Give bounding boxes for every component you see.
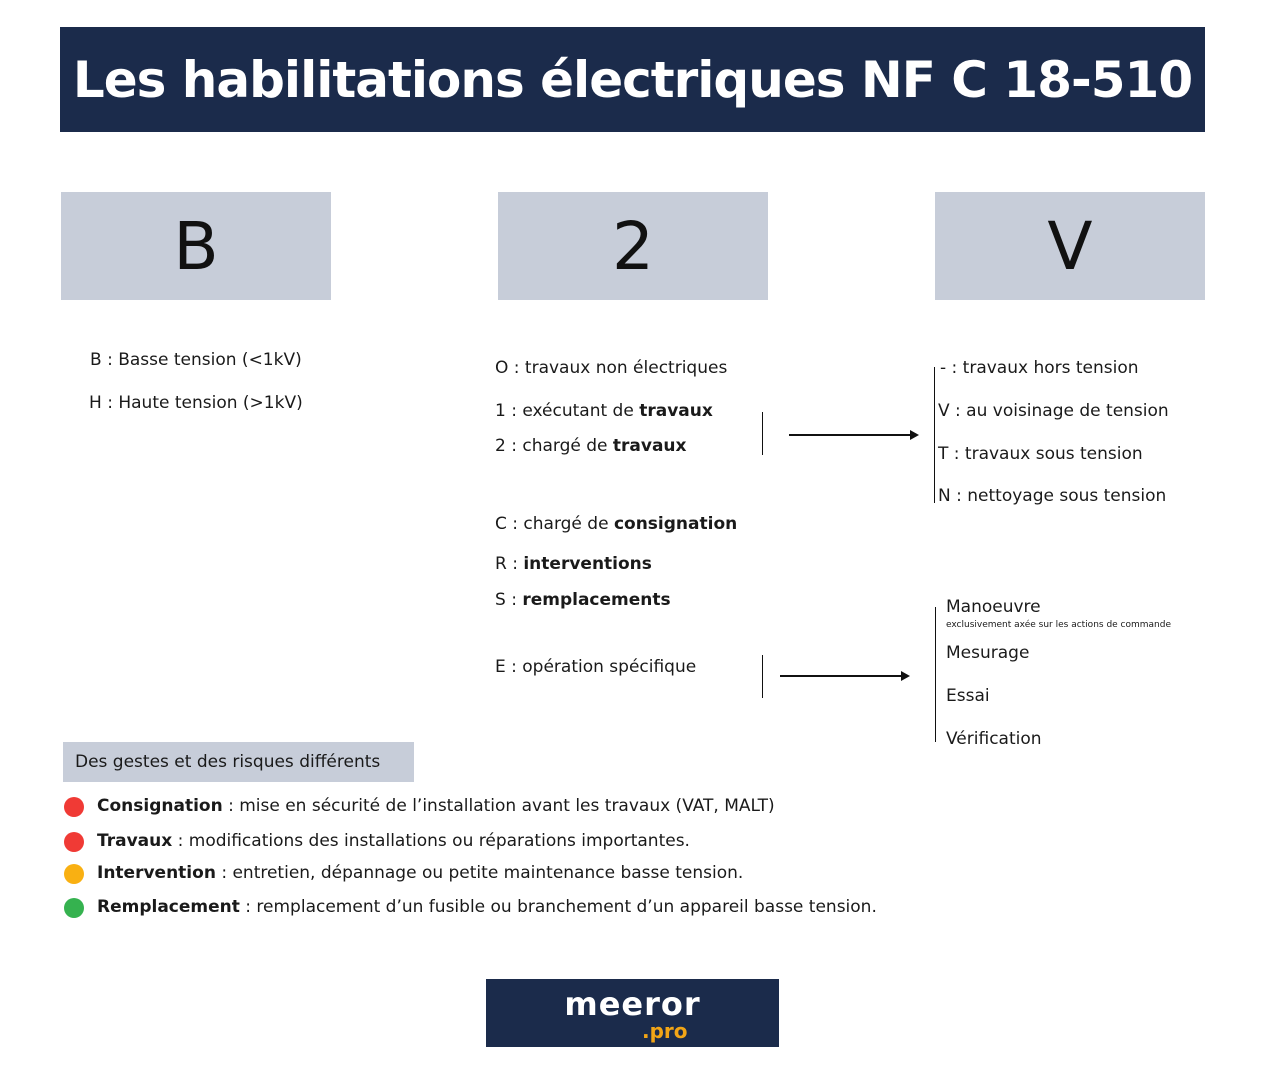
logo-suffix: .pro: [642, 1019, 688, 1043]
attribute-item-sous-tension: T : travaux sous tension: [938, 444, 1143, 464]
logo-wordmark: meeror: [564, 985, 701, 1023]
risk-item-remplacement: Remplacement : remplacement d’un fusible ou branchement d’un appareil basse tension.: [97, 897, 877, 917]
operation-item-essai: Essai: [946, 686, 990, 706]
arrow-line: [789, 434, 911, 436]
attribute-item-nettoyage: N : nettoyage sous tension: [938, 486, 1167, 506]
operation-item-manoeuvre-note: exclusivement axée sur les actions de commande: [946, 620, 1172, 630]
risks-header: Des gestes et des risques différents: [63, 742, 414, 782]
status-dot-red: [64, 797, 84, 817]
bracket-line: [935, 607, 936, 742]
attribute-item-voisinage: V : au voisinage de tension: [938, 401, 1169, 421]
code-box-voltage: B: [61, 192, 331, 300]
status-dot-orange: [64, 864, 84, 884]
arrow-head-icon: [901, 671, 910, 681]
risk-item-consignation: Consignation : mise en sécurité de l’installation avant les travaux (VAT, MALT): [97, 796, 775, 816]
bracket-line: [762, 412, 763, 455]
role-item-1: 1 : exécutant de travaux: [495, 401, 713, 421]
code-box-attribute: V: [935, 192, 1205, 300]
attribute-item-hors-tension: - : travaux hors tension: [940, 358, 1139, 378]
brand-logo: [486, 979, 779, 1047]
operation-item-verification: Vérification: [946, 729, 1042, 749]
role-item-e: E : opération spécifique: [495, 657, 697, 677]
risk-item-travaux: Travaux : modifications des installations ou réparations importantes.: [97, 831, 690, 851]
status-dot-red: [64, 832, 84, 852]
bracket-line: [934, 367, 935, 503]
code-box-role: 2: [498, 192, 768, 300]
role-item-s: S : remplacements: [495, 590, 671, 610]
arrow-head-icon: [910, 430, 919, 440]
page-title: Les habilitations électriques NF C 18-510: [72, 50, 1193, 109]
operation-item-manoeuvre: Manoeuvre: [946, 597, 1041, 617]
role-item-r: R : interventions: [495, 554, 652, 574]
operation-item-mesurage: Mesurage: [946, 643, 1030, 663]
status-dot-green: [64, 898, 84, 918]
arrow-line: [780, 675, 902, 677]
title-banner: [60, 27, 1205, 132]
role-item-o: O : travaux non électriques: [495, 358, 728, 378]
voltage-item-h: H : Haute tension (>1kV): [89, 393, 303, 413]
voltage-item-b: B : Basse tension (<1kV): [90, 350, 302, 370]
role-item-2: 2 : chargé de travaux: [495, 436, 687, 456]
bracket-line: [762, 655, 763, 698]
role-item-c: C : chargé de consignation: [495, 514, 738, 534]
risk-item-intervention: Intervention : entretien, dépannage ou petite maintenance basse tension.: [97, 863, 744, 883]
